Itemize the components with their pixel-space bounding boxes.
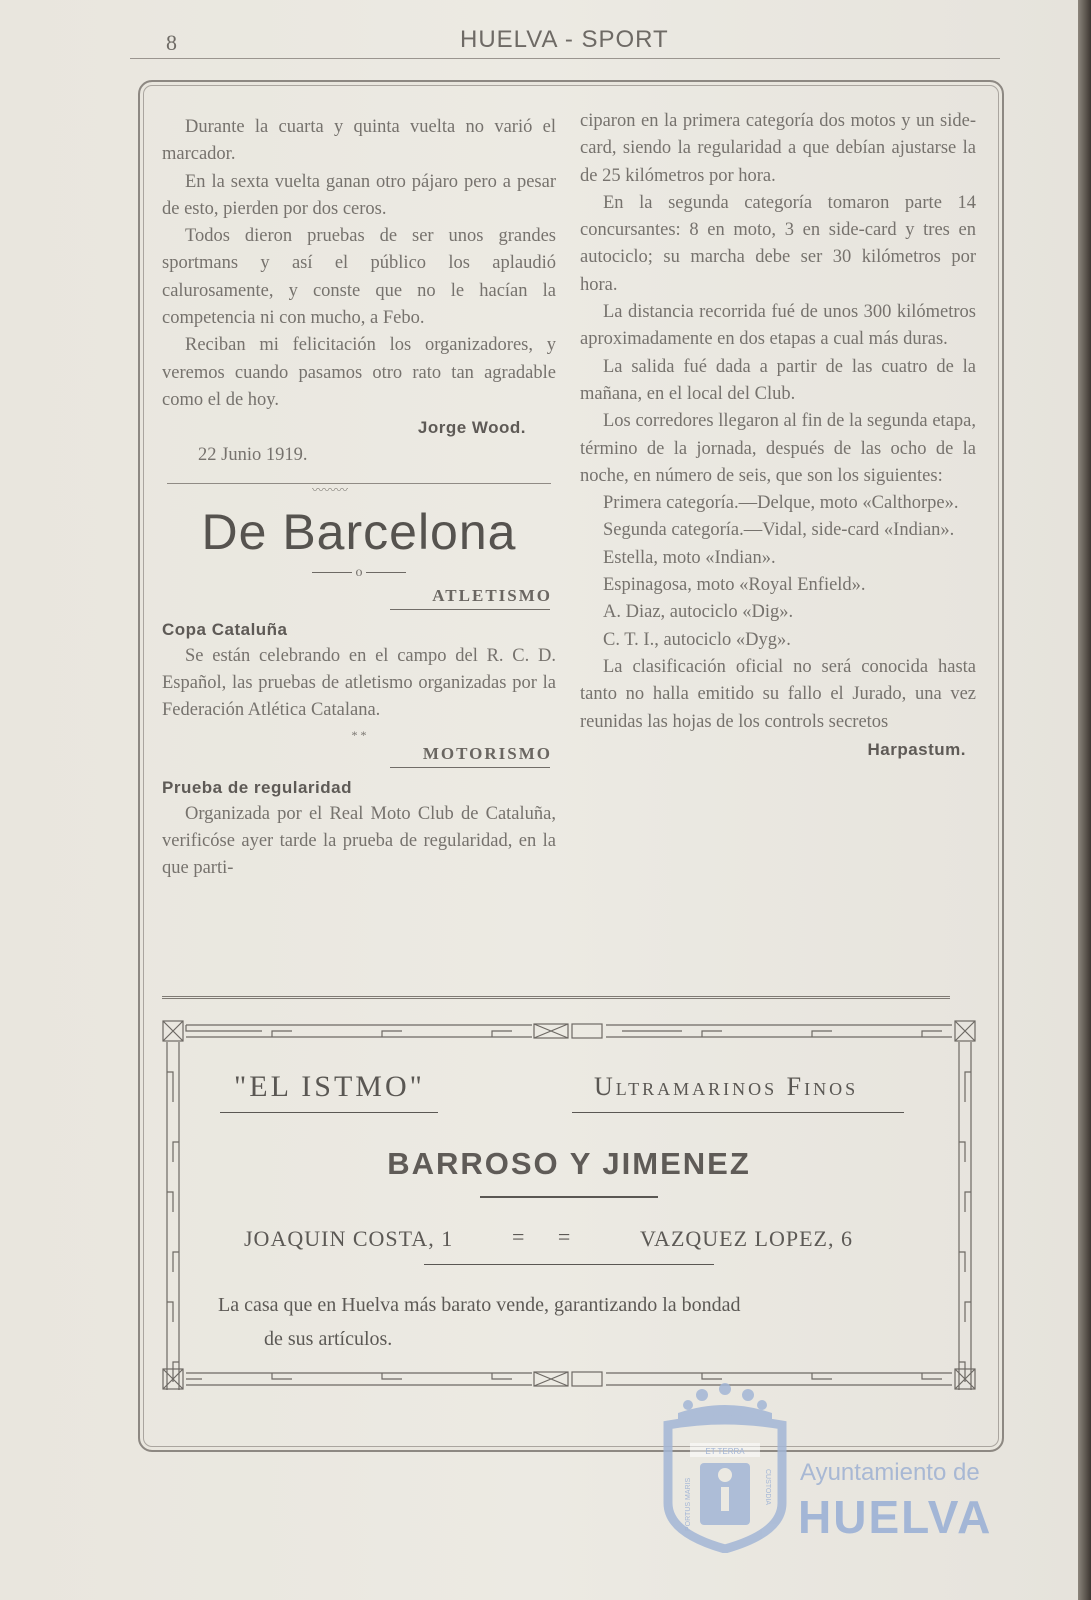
shop-name: "EL ISTMO" xyxy=(234,1070,425,1103)
address-left: JOAQUIN COSTA, 1 xyxy=(244,1226,454,1251)
paragraph: En la sexta vuelta ganan otro pájaro pero a pesar de esto, pierden por dos ceros. xyxy=(162,171,556,219)
publication-title: HUELVA - SPORT xyxy=(460,26,669,53)
motor-subheading: Prueba de regularidad xyxy=(162,777,352,797)
paragraph: ciparon en la primera categoría dos motos y un side-card, siendo la regularidad a que debían ajustarse la de 25 kilómetros por hora. xyxy=(580,111,976,186)
paragraph: La distancia recorrida fué de unos 300 kilómetros aproximadamente en dos etapas a cual más duras. xyxy=(580,302,976,350)
greek-key-border-right xyxy=(954,1042,976,1390)
paragraph: Organizada por el Real Moto Club de Cataluña, verificóse ayer tarde la prueba de regularidad, en la que parti- xyxy=(162,803,556,879)
section-title: De Barcelona xyxy=(201,503,517,560)
asterism-divider: * * xyxy=(351,727,367,742)
shop-category-rule xyxy=(572,1112,904,1113)
greek-key-border-top xyxy=(162,1020,976,1042)
paragraph: Se están celebrando en el campo del R. C. D. Español, las pruebas de atletismo organizadas por la Federación Atlética Catalana. xyxy=(162,645,556,721)
advertisement xyxy=(162,1020,976,1412)
paragraph: Estella, moto «Indian». xyxy=(603,547,776,568)
address-right: VAZQUEZ LOPEZ, 6 xyxy=(640,1226,853,1251)
seal-text-left: PORTUS MARIS xyxy=(685,1477,692,1531)
address-separator: = = xyxy=(512,1224,585,1249)
shop-name-rule xyxy=(220,1112,438,1113)
greek-key-border-bottom xyxy=(162,1368,976,1390)
page-edge-shadow xyxy=(1078,0,1091,1600)
article-date: 22 Junio 1919. xyxy=(198,444,308,465)
heading-rule xyxy=(390,609,550,610)
athletics-heading: ATLETISMO xyxy=(432,585,552,605)
paragraph: En la segunda categoría tomaron parte 14 concursantes: 8 en moto, 3 en side-card y tres en autociclo; su marcha debe ser 30 kilómetros por hora. xyxy=(580,192,976,295)
heading-rule xyxy=(390,767,550,768)
paragraph: Primera categoría.—Delque, moto «Calthorpe». xyxy=(603,493,959,514)
owners-name: BARROSO Y JIMENEZ xyxy=(387,1146,751,1181)
paragraph: La clasificación oficial no será conocida hasta tanto no halla emitido su fallo el Jurado, una vez reunidas las hojas de los controls secretos xyxy=(580,656,976,732)
paragraph: Los corredores llegaron al fin de la segunda etapa, término de la jornada, después de las ocho de la noche, en número de seis, que son los siguientes: xyxy=(580,411,976,486)
tagline-line-2: de sus artículos. xyxy=(264,1328,393,1350)
author-signature: Jorge Wood. xyxy=(417,418,526,438)
athletics-subheading: Copa Cataluña xyxy=(162,619,288,639)
shop-category: Ultramarinos Finos xyxy=(594,1072,859,1101)
header-rule xyxy=(130,58,1000,59)
article-divider: 〰〰〰 xyxy=(162,479,556,491)
paragraph: Espinagosa, moto «Royal Enfield». xyxy=(603,575,866,596)
section-rule-bottom xyxy=(162,996,950,999)
right-column xyxy=(580,108,976,763)
owners-rule xyxy=(480,1196,658,1198)
ornament-divider: o xyxy=(162,563,556,583)
motor-heading: MOTORISMO xyxy=(422,743,552,763)
greek-key-border-left xyxy=(162,1042,184,1390)
paragraph: La salida fué dada a partir de las cuatro de la mañana, en el local del Club. xyxy=(580,356,976,404)
page-number: 8 xyxy=(166,30,177,55)
left-column xyxy=(162,114,556,883)
seal-text-top: ET TERRA xyxy=(705,1447,745,1456)
author-signature: Harpastum. xyxy=(867,739,966,759)
paragraph: Reciban mi felicitación los organizadores, y veremos cuando pasamos otro rato tan agradable como el de hoy. xyxy=(162,335,556,410)
city-seal-icon xyxy=(660,1383,790,1553)
paragraph: C. T. I., autociclo «Dyg». xyxy=(603,629,791,650)
paragraph: Durante la cuarta y quinta vuelta no varió el marcador. xyxy=(162,117,556,165)
watermark-label-bottom: HUELVA xyxy=(798,1491,993,1543)
watermark-label-top: Ayuntamiento de xyxy=(800,1459,980,1486)
paragraph: Segunda categoría.—Vidal, side-card «Indian». xyxy=(603,520,955,541)
paragraph: A. Diaz, autociclo «Dig». xyxy=(603,602,794,623)
tagline-line-1: La casa que en Huelva más barato vende, garantizando la bondad xyxy=(218,1294,741,1316)
address-rule xyxy=(424,1264,714,1265)
paragraph: Todos dieron pruebas de ser unos grandes sportmans y así el público los aplaudió calurosamente, y conste que no le hacían la competencia ni con mucho, a Febo. xyxy=(162,226,556,329)
seal-text-right: CUSTODIA xyxy=(764,1469,771,1506)
